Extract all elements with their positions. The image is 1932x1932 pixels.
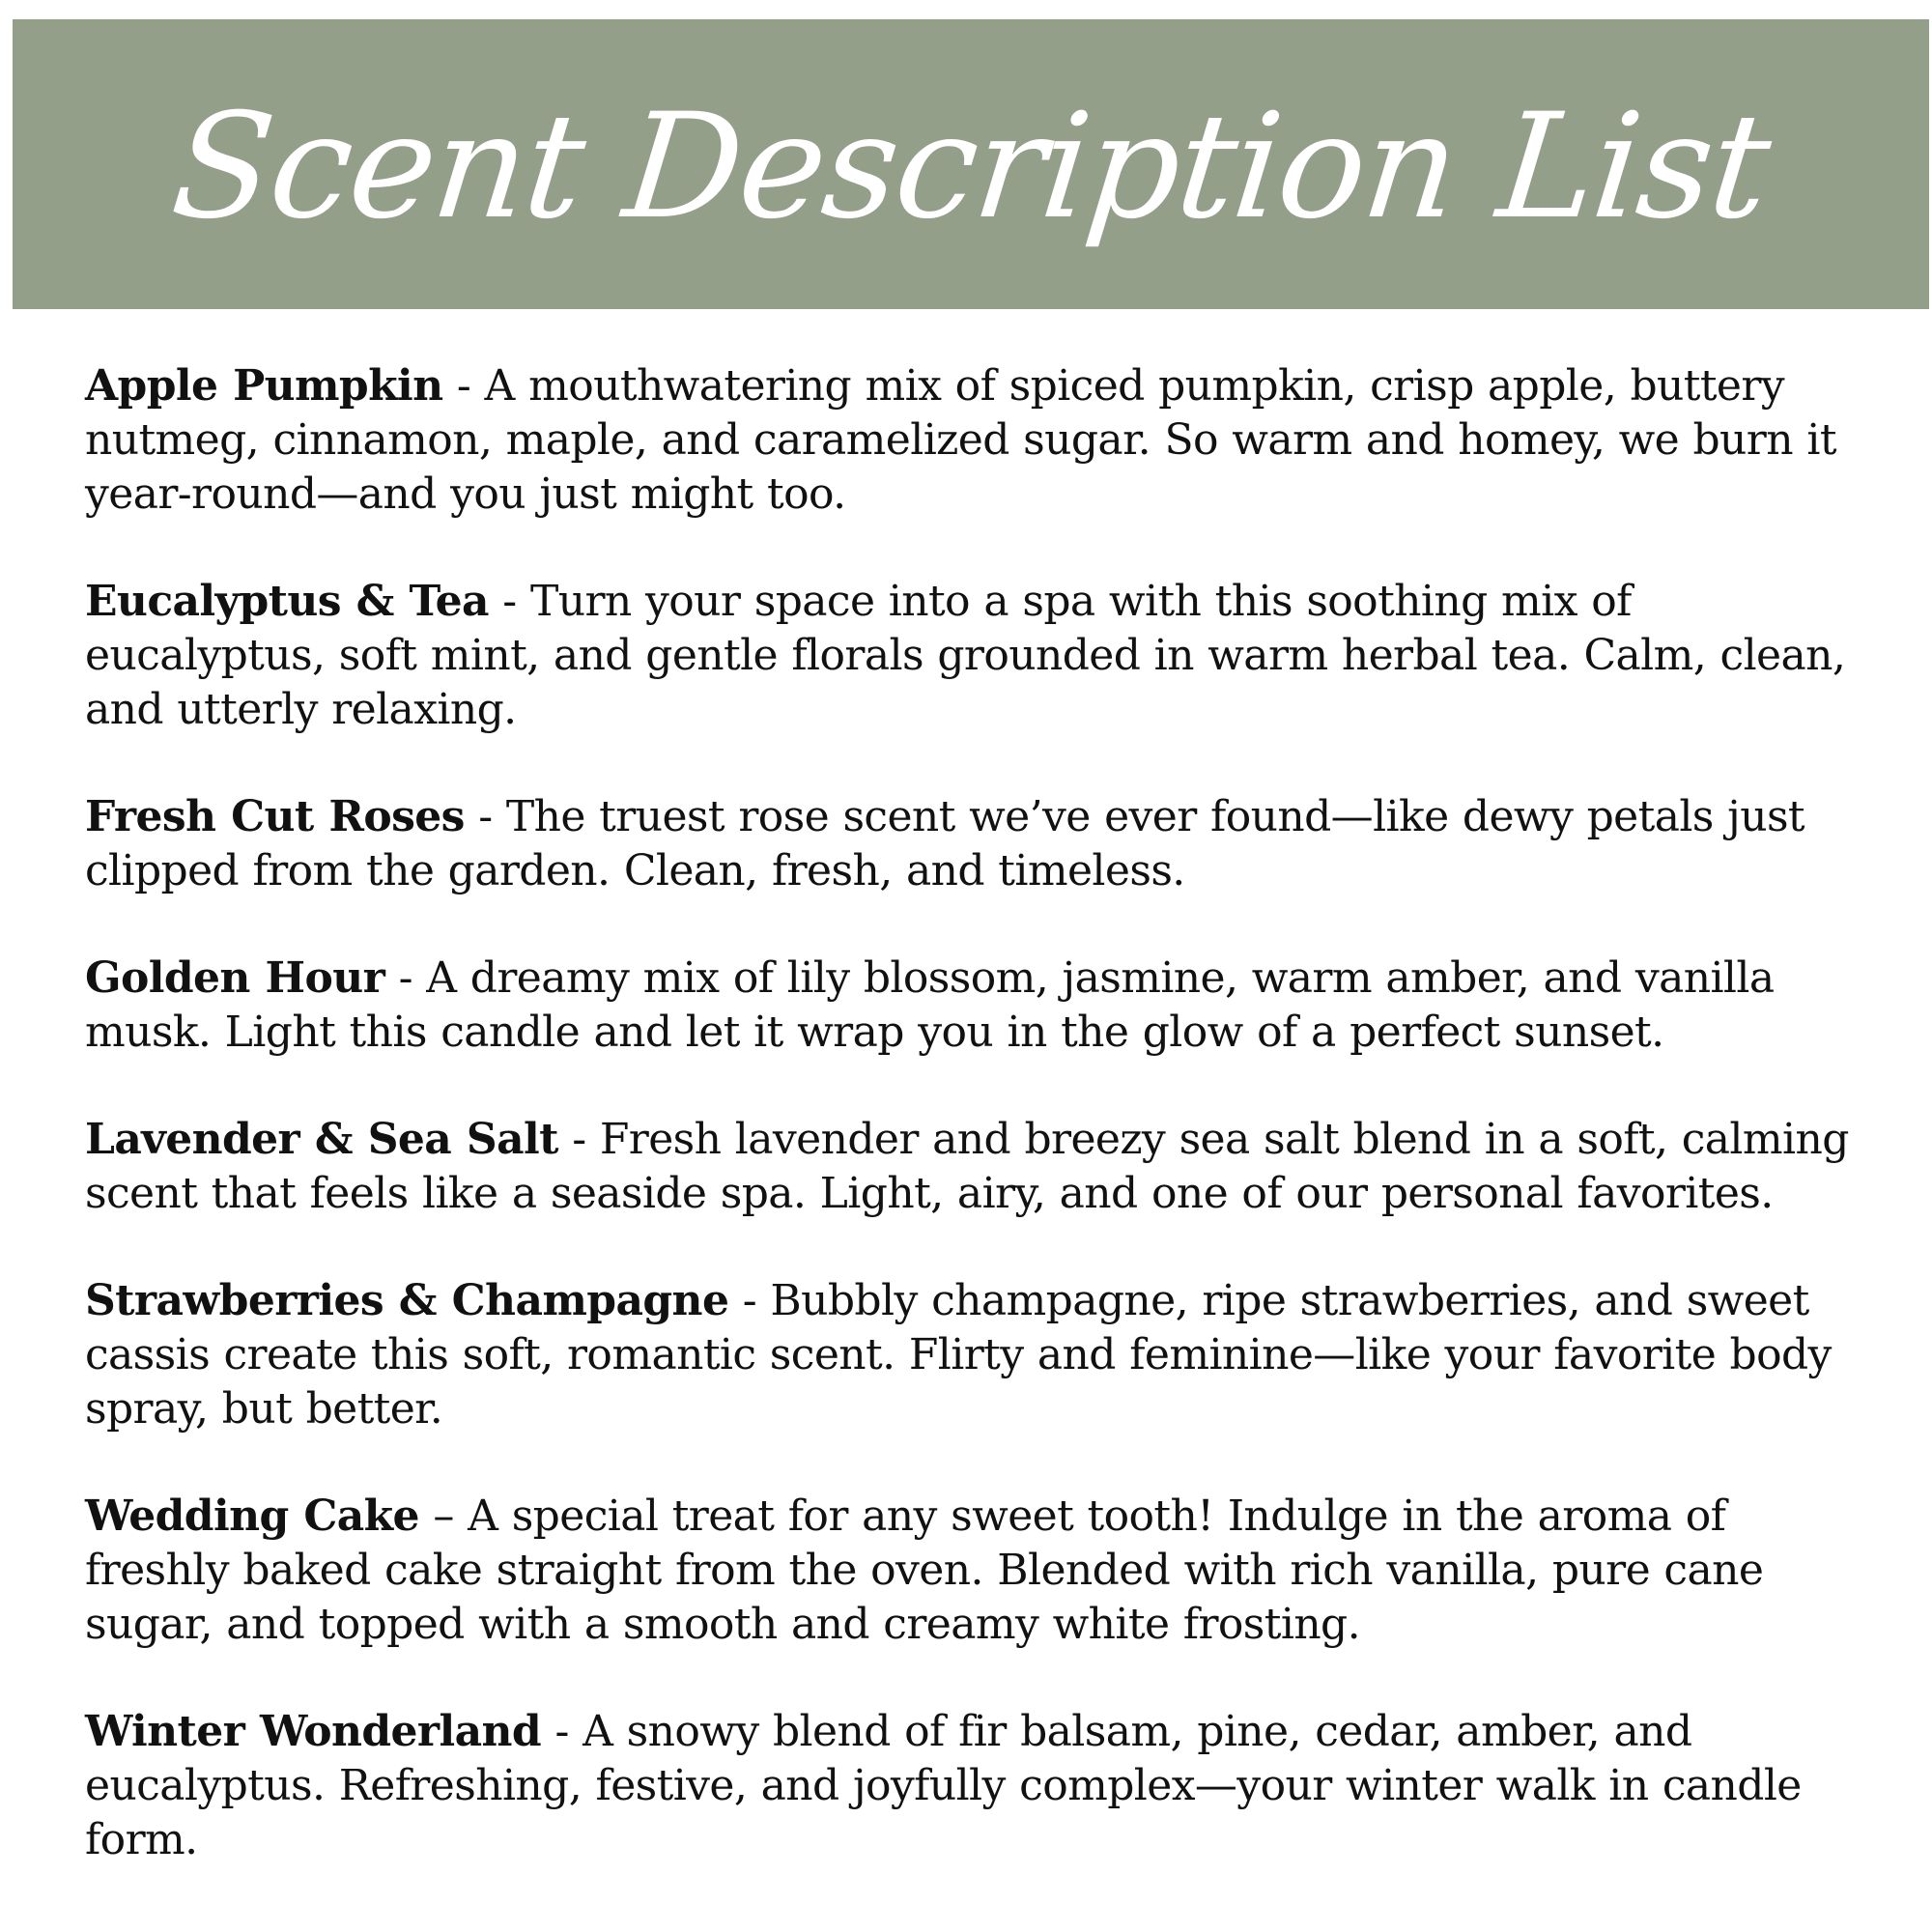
separator: - (442, 361, 485, 411)
scent-entry-lavender-sea-salt (85, 1113, 1882, 1221)
scent-description: A special treat for any sweet tooth! Indulge in the aroma of freshly baked cake straight from the oven. Blended with rich vanilla, pure cane sugar, and topped with a smooth and creamy white frosting. (85, 1492, 1764, 1649)
scent-name: Fresh Cut Roses (85, 792, 465, 841)
scent-description: Fresh lavender and breezy sea salt blend in a soft, calming scent that feels like a seaside spa. Light, airy, and one of our personal favorites. (85, 1115, 1849, 1218)
separator: - (728, 1276, 771, 1325)
scent-name: Winter Wonderland (85, 1707, 542, 1756)
page-title: Scent Description List (164, 83, 1776, 251)
separator: – (418, 1492, 469, 1541)
scent-entry-wedding-cake (85, 1490, 1882, 1652)
scent-description: A dreamy mix of lily blossom, jasmine, warm amber, and vanilla musk. Light this candle and let it wrap you in the glow of a perfect sunset. (85, 953, 1775, 1057)
scent-name: Golden Hour (85, 953, 385, 1003)
scent-list (85, 359, 1882, 1920)
separator: - (557, 1115, 600, 1164)
scent-description: Bubbly champagne, ripe strawberries, and sweet cassis create this soft, romantic scent. Flirty and feminine—like your favorite body spray, but better. (85, 1276, 1832, 1434)
scent-description: A snowy blend of fir balsam, pine, cedar, amber, and eucalyptus. Refreshing, festive, and joyfully complex—your winter walk in candle form. (85, 1707, 1802, 1864)
scent-name: Apple Pumpkin (85, 361, 443, 411)
separator: - (464, 792, 506, 841)
scent-description: The truest rose scent we’ve ever found—like dewy petals just clipped from the garden. Clean, fresh, and timeless. (85, 792, 1805, 895)
scent-entry-golden-hour (85, 952, 1882, 1060)
separator: - (488, 577, 530, 626)
scent-name: Strawberries & Champagne (85, 1276, 729, 1325)
scent-name: Wedding Cake (85, 1492, 419, 1541)
header-banner (13, 19, 1929, 309)
scent-entry-winter-wonderland (85, 1705, 1882, 1867)
scent-entry-eucalyptus-tea (85, 575, 1882, 737)
scent-entry-fresh-cut-roses (85, 790, 1882, 898)
scent-description: A mouthwatering mix of spiced pumpkin, crisp apple, buttery nutmeg, cinnamon, maple, and caramelized sugar. So warm and homey, we burn it year-round—and you just might too. (85, 361, 1836, 519)
scent-entry-strawberries-champagne (85, 1274, 1882, 1436)
scent-name: Lavender & Sea Salt (85, 1115, 558, 1164)
scent-name: Eucalyptus & Tea (85, 577, 489, 626)
scent-description: Turn your space into a spa with this soothing mix of eucalyptus, soft mint, and gentle florals grounded in warm herbal tea. Calm, clean, and utterly relaxing. (85, 577, 1846, 734)
separator: - (541, 1707, 583, 1756)
separator: - (384, 953, 427, 1003)
scent-entry-apple-pumpkin (85, 359, 1882, 522)
